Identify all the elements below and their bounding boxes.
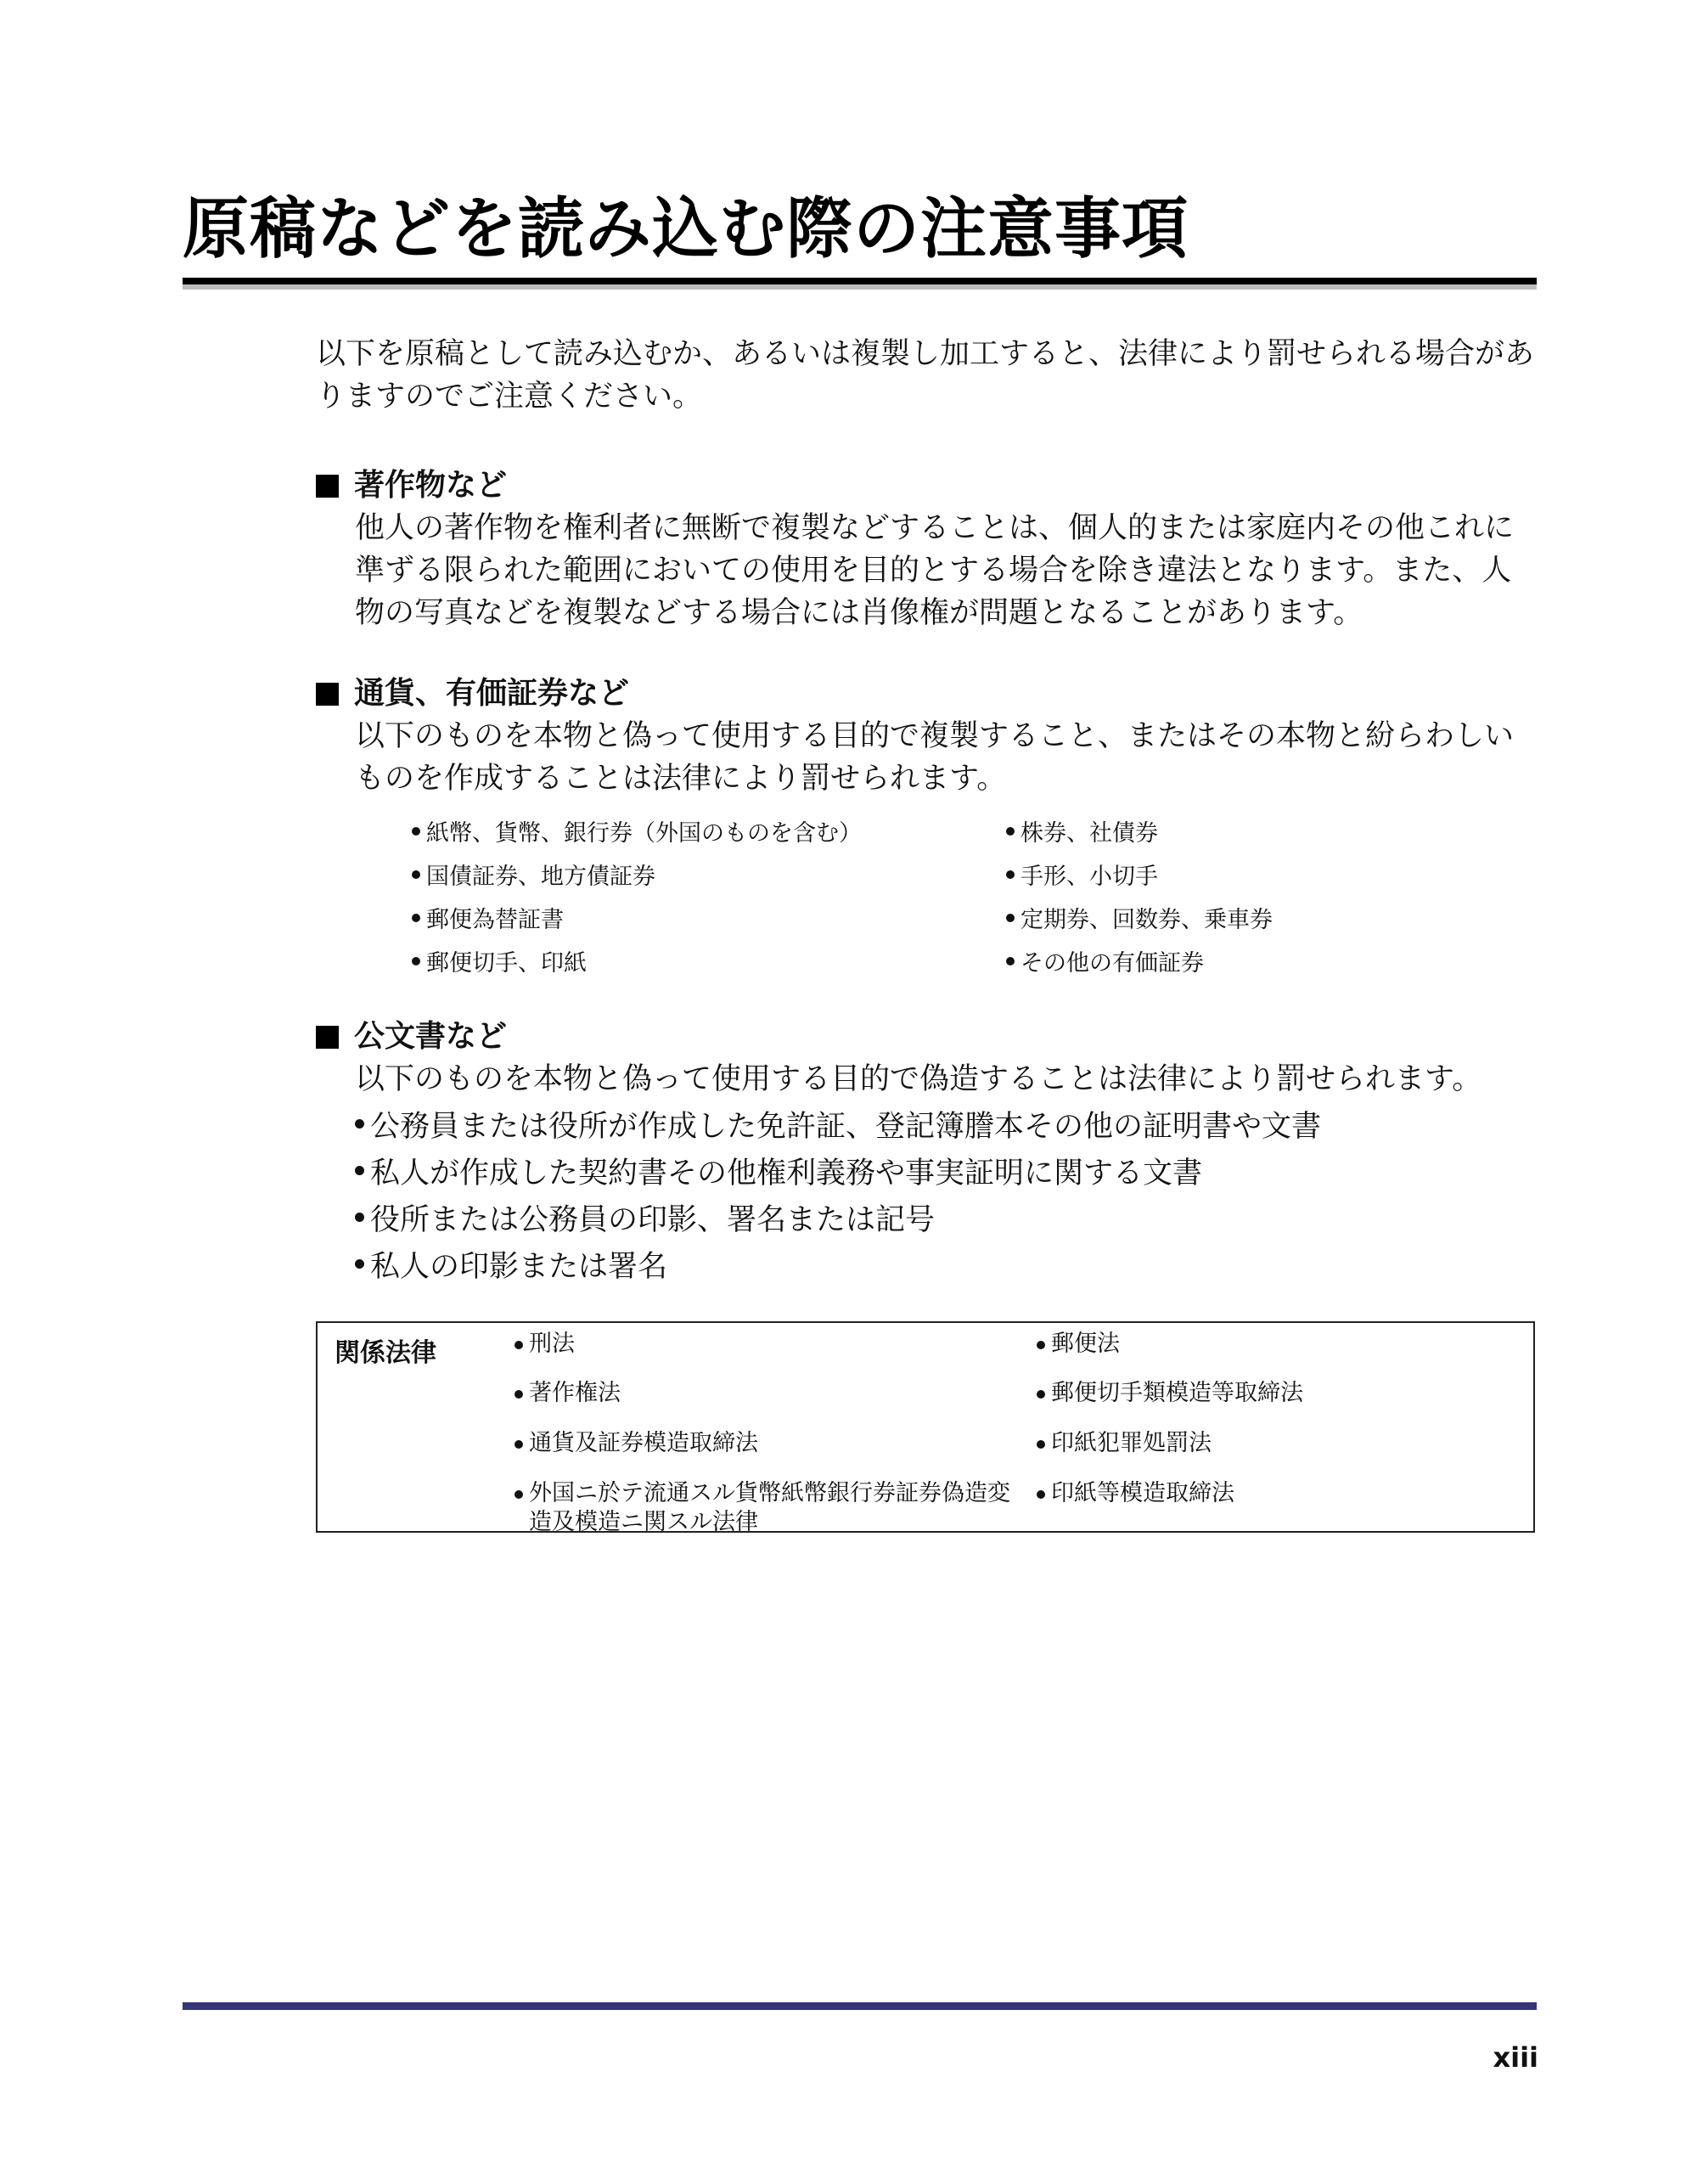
bullet-icon xyxy=(1006,957,1015,965)
bullet-icon xyxy=(412,914,420,922)
page-number: xiii xyxy=(1493,2041,1538,2074)
law-item: 郵便法 xyxy=(1037,1323,1525,1372)
section-body-copyright: 他人の著作物を権利者に無断で複製などすることは、個人的または家庭内その他これに準ずる限られた範囲においての使用を目的とする場合を除き違法となります。また、人物の写真などを複製などする場合には肖像権が問題となることがあります。 xyxy=(355,511,1515,630)
related-laws-label: 関係法律 xyxy=(335,1338,436,1368)
bullet-icon xyxy=(355,1119,364,1129)
bullet-icon xyxy=(355,1259,364,1269)
law-item: 著作権法 xyxy=(514,1372,1037,1422)
list-item: 国債証券、地方債証券 xyxy=(412,853,1006,896)
square-bullet-icon xyxy=(316,475,339,498)
public-documents-list xyxy=(355,1100,1321,1287)
bullet-icon xyxy=(1006,914,1015,922)
title-rule xyxy=(183,278,1537,290)
bullet-icon xyxy=(412,827,420,836)
bullet-icon xyxy=(514,1341,523,1349)
list-item: 役所または公務員の印影、署名または記号 xyxy=(355,1194,1321,1241)
list-item: 公務員または役所が作成した免許証、登記簿謄本その他の証明書や文書 xyxy=(355,1100,1321,1147)
bullet-icon xyxy=(1037,1440,1045,1449)
section-heading-currency xyxy=(316,673,629,715)
bullet-icon xyxy=(355,1166,364,1175)
list-item: 私人の印影または署名 xyxy=(355,1241,1321,1287)
list-item: 郵便為替証書 xyxy=(412,896,1006,939)
related-laws-list xyxy=(514,1323,1525,1535)
bullet-icon xyxy=(412,870,420,879)
bullet-icon xyxy=(1037,1341,1045,1349)
square-bullet-icon xyxy=(316,1026,339,1049)
list-item: 郵便切手、印紙 xyxy=(412,939,1006,982)
law-item: 郵便切手類模造等取締法 xyxy=(1037,1372,1525,1422)
page-title: 原稿などを読み込む際の注意事項 xyxy=(183,191,1189,267)
section-heading-label: 著作物など xyxy=(354,468,508,503)
section-heading-public-documents xyxy=(316,1016,507,1058)
law-item: 外国ニ於テ流通スル貨幣紙幣銀行券証券偽造変造及模造ニ関スル法律 xyxy=(514,1472,1037,1532)
footer-rule xyxy=(183,2002,1537,2010)
law-item: 印紙等模造取締法 xyxy=(1037,1472,1525,1532)
section-body-currency: 以下のものを本物と偽って使用する目的で複製すること、またはその本物と紛らわしいものを作成することは法律により罰せられます。 xyxy=(355,719,1515,796)
bullet-icon xyxy=(355,1213,364,1222)
section-heading-label: 通貨、有価証券など xyxy=(354,676,630,711)
law-item: 刑法 xyxy=(514,1323,1037,1372)
related-laws-box xyxy=(316,1321,1535,1533)
bullet-icon xyxy=(1006,870,1015,879)
bullet-icon xyxy=(514,1490,523,1499)
currency-list xyxy=(412,809,1541,982)
list-item: 定期券、回数券、乗車券 xyxy=(1006,896,1541,939)
section-heading-label: 公文書など xyxy=(354,1019,508,1054)
section-heading-copyright xyxy=(316,464,507,507)
square-bullet-icon xyxy=(316,683,339,706)
list-item: その他の有価証券 xyxy=(1006,939,1541,982)
law-item: 通貨及証券模造取締法 xyxy=(514,1422,1037,1472)
bullet-icon xyxy=(514,1440,523,1449)
bullet-icon xyxy=(412,957,420,965)
section-body-public-documents: 以下のものを本物と偽って使用する目的で偽造することは法律により罰せられます。 xyxy=(355,1062,1482,1096)
bullet-icon xyxy=(1006,827,1015,836)
list-item: 紙幣、貨幣、銀行券（外国のものを含む） xyxy=(412,809,1006,853)
law-item: 印紙犯罪処罰法 xyxy=(1037,1422,1525,1472)
bullet-icon xyxy=(1037,1490,1045,1499)
intro-paragraph: 以下を原稿として読み込むか、あるいは複製し加工すると、法律により罰せられる場合がありますのでご注意ください。 xyxy=(316,337,1535,414)
list-item: 私人が作成した契約書その他権利義務や事実証明に関する文書 xyxy=(355,1147,1321,1194)
list-item: 手形、小切手 xyxy=(1006,853,1541,896)
list-item: 株券、社債券 xyxy=(1006,809,1541,853)
bullet-icon xyxy=(1037,1390,1045,1399)
bullet-icon xyxy=(514,1390,523,1399)
